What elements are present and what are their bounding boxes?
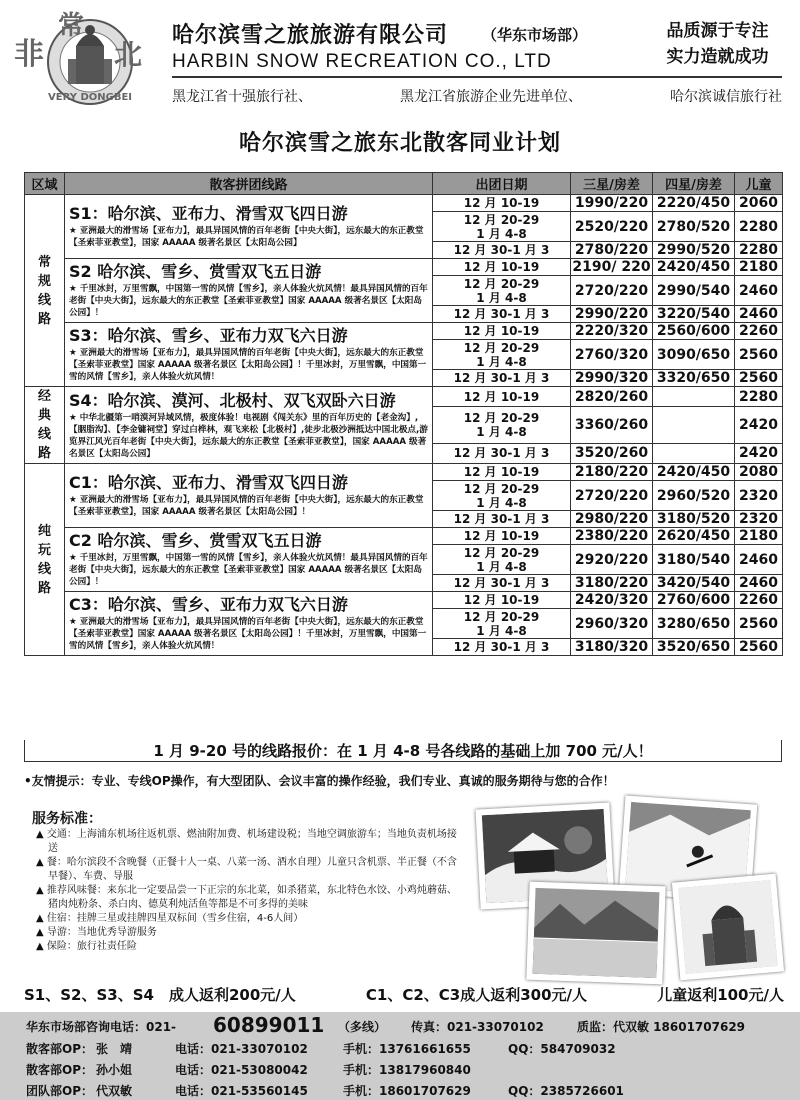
departure-date-text: 12 月 30-1 月 3 [453,512,550,526]
departure-date [433,592,571,609]
rebate: S1、S2、S3、S4 成人返利200元/人 [24,986,296,1004]
price-3star-text: 2180/220 [574,464,649,480]
departure-date-text: 12 月 10-19 [463,389,540,404]
departure-date-text: 12 月 10-19 [463,465,540,479]
price-child-text: 2180 [739,528,778,544]
header [0,0,800,110]
price-4star-text: 3180/540 [656,551,731,568]
route-description: ★ 千里冰封，万里雪飘，中国第一雪的风情【雪乡】，亲人体验火炕风情！最具异国风情的百年老街【中央大街】，远东最大的东正教堂【圣索菲亚教堂】国家 AAAAA 级著名景区【太阳岛公园】！ [69,553,428,587]
price-4star [653,528,735,545]
company-name-en: HARBIN SNOW RECREATION CO., LTD [172,51,552,72]
contact-name: 张 靖 [96,1042,133,1056]
svg-text:常: 常 [58,11,85,41]
price-4star-text: 3180/520 [656,511,731,527]
price-4star-text: 2960/520 [656,487,731,504]
departure-date [433,481,571,511]
rebates [24,984,784,1005]
price-child-text: 2260 [739,323,778,339]
service-item: ▲ 保险：旅行社责任险 [36,941,137,952]
departure-date [433,259,571,276]
departure-date-text: 12 月 20-29 1 月 4-8 [463,411,540,439]
price-3star [571,609,653,639]
price-child [735,340,783,370]
price-child [735,545,783,575]
departure-date-text: 12 月 20-29 1 月 4-8 [463,545,540,574]
route-description: ★ 亚洲最大的滑雪场【亚布力】，最具异国风情的百年老街【中央大街】，远东最大的东正教堂【圣索菲亚教堂】国家 AAAAA 级著名景区【太阳岛公园】！千里冰封，万里雪飘，中国第一雪的风情【雪乡】，亲人体验火炕风情！ [69,617,427,651]
departure-date-text: 12 月 20-29 1 月 4-8 [463,276,540,305]
svg-text:VERY DONGBEI: VERY DONGBEI [48,92,132,103]
price-child-text: 2460 [739,306,778,322]
departure-date [433,242,571,259]
price-3star [571,259,653,276]
departure-date [433,195,571,212]
price-child-text: 2060 [739,195,778,211]
price-3star-text: 3520/260 [574,445,649,462]
route-description: ★ 千里冰封，万里雪飘，中国第一雪的风情【雪乡】，亲人体验火炕风情！最具异国风情的百年老街【中央大街】，远东最大的东正教堂【圣索菲亚教堂】国家 AAAAA 级著名景区【太阳岛公园】！ [69,284,428,318]
price-4star-text: 3220/540 [656,306,731,322]
price-child-text: 2420 [739,445,778,462]
contact-mobile: 手机：13817960840 [343,1063,471,1077]
table-row [25,195,783,212]
price-4star [653,639,735,656]
col-header: 三星/房差 [571,173,653,195]
price-child-text: 2460 [739,282,778,299]
slogan-line: 实力造就成功 [666,47,769,67]
price-3star-text: 2190/ 220 [572,259,651,275]
price-table [24,172,783,656]
price-4star [653,407,735,443]
price-4star [653,242,735,259]
departure-date [433,609,571,639]
departure-date-text: 12 月 30-1 月 3 [453,640,550,654]
price-4star [653,545,735,575]
price-child [735,639,783,656]
contact-qq: QQ：584709032 [508,1042,616,1056]
price-3star [571,407,653,443]
price-child-text: 2260 [739,592,778,608]
price-child-text: 2460 [739,575,778,591]
region-cell: 常 规 线 路 [25,195,65,387]
price-4star-text: 2780/520 [656,218,731,235]
price-3star-text: 2920/220 [574,551,649,568]
friendly-tip: •友情提示：专业、专线OP操作，有大型团队、会议丰富的操作经验，我们专业、真诚的服务期待与您的合作！ [24,774,615,788]
departure-date-text: 12 月 30-1 月 3 [453,371,550,385]
route-cell [65,259,433,323]
price-child [735,443,783,463]
price-4star-text: 3280/650 [656,615,731,632]
price-4star [653,276,735,306]
price-child-text: 2560 [739,615,778,632]
price-4star-text: 2990/540 [656,282,731,299]
route-description: ★ 亚洲最大的滑雪场【亚布力】，最具异国风情的百年老街【中央大街】，远东最大的东正教堂【圣索菲亚教堂】国家 AAAAA 级著名景区【太阳岛公园】！千里冰封，万里雪飘，中国第一雪的风情【雪乡】，亲人体验火炕风情！ [69,348,427,382]
price-3star-text: 2780/220 [574,242,649,258]
departure-date [433,443,571,463]
departure-date-text: 12 月 10-19 [463,196,540,210]
price-child-text: 2280 [739,242,778,258]
route-name: S1：哈尔滨、亚布力、滑雪双飞四日游 [69,204,348,223]
price-4star [653,443,735,463]
price-3star-text: 2990/220 [574,306,649,322]
table-body [25,195,783,656]
price-child-text: 2080 [739,464,778,480]
price-3star-text: 2520/220 [574,218,649,235]
departure-date [433,323,571,340]
photo-lake-mountains [526,882,665,985]
departure-date [433,639,571,656]
price-3star [571,443,653,463]
col-header: 散客拼团线路 [65,173,433,195]
price-3star [571,242,653,259]
contact-qq: QQ：2385726601 [508,1084,624,1098]
price-3star [571,370,653,387]
page-title: 哈尔滨雪之旅东北散客同业计划 [238,131,561,156]
route-cell [65,528,433,592]
price-4star [653,306,735,323]
price-3star-text: 3180/220 [574,575,649,591]
price-3star [571,639,653,656]
price-3star-text: 2820/260 [574,388,649,405]
fax: 传真：021-33070102 [411,1020,544,1034]
departure-date-text: 12 月 20-29 1 月 4-8 [463,609,540,638]
route-name: S3：哈尔滨、雪乡、亚布力双飞六日游 [69,326,348,345]
departure-date [433,464,571,481]
route-cell [65,323,433,387]
price-child-text: 2320 [739,487,778,504]
price-4star [653,195,735,212]
price-4star [653,481,735,511]
departure-date-text: 12 月 20-29 1 月 4-8 [463,212,540,241]
price-child-text: 2560 [739,639,778,655]
price-child-text: 2420 [739,417,778,433]
price-4star [653,370,735,387]
table-row [25,592,783,609]
price-child-text: 2280 [739,388,778,405]
departure-date [433,370,571,387]
contact-phone: 电话：021-33070102 [175,1042,308,1056]
route-cell [65,464,433,528]
departure-date [433,407,571,443]
table-row [25,259,783,276]
price-4star [653,259,735,276]
price-child [735,370,783,387]
departure-date-text: 12 月 10-19 [463,260,540,274]
price-child [735,609,783,639]
company-department: （华东市场部） [482,26,588,44]
hotline-multi: （多线） [338,1020,387,1034]
honors [172,86,782,106]
price-3star [571,306,653,323]
price-4star-text: 3320/650 [656,370,731,386]
col-header: 区域 [25,173,65,195]
departure-date [433,212,571,242]
departure-date [433,545,571,575]
price-3star-text: 2980/220 [574,511,649,527]
service-item: ▲ 交通：上海浦东机场往返机票、燃油附加费、机场建设税；当地空调旅游车；当地负责机场接送 [36,829,457,854]
service-item: ▲ 餐：哈尔滨段不含晚餐（正餐十人一桌、八菜一汤、酒水自理）儿童只含机票、半正餐（不含早餐）、车费、导服 [36,857,457,882]
price-3star [571,528,653,545]
price-child [735,276,783,306]
price-4star [653,340,735,370]
route-cell [65,387,433,464]
price-3star-text: 1990/220 [574,195,649,211]
price-4star [653,609,735,639]
route-description: ★ 亚洲最大的滑雪场【亚布力】，最具异国风情的百年老街【中央大街】，远东最大的东正教堂【圣索菲亚教堂】，国家 AAAAA 级著名景区【太阳岛公园】 [69,226,424,248]
price-child [735,407,783,443]
price-child [735,592,783,609]
price-4star [653,464,735,481]
service-item: ▲ 推荐风味餐：来东北一定要品尝一下正宗的东北菜，如杀猪菜，东北特色水饺、小鸡炖蘑菇、猪肉炖粉条、杀白肉、德莫利炖活鱼等都是不可多得的美味 [36,885,457,910]
departure-date-text: 12 月 30-1 月 3 [453,446,550,461]
departure-date-text: 12 月 10-19 [463,593,540,607]
rebate: 儿童返利100元/人 [657,986,784,1004]
price-child [735,306,783,323]
price-4star [653,212,735,242]
price-child-text: 2460 [739,551,778,568]
price-child [735,511,783,528]
route-name: C2 哈尔滨、雪乡、赏雪双飞五日游 [69,531,322,550]
route-name: C1：哈尔滨、亚布力、滑雪双飞四日游 [69,473,348,492]
price-child [735,259,783,276]
price-4star-text: 3520/650 [656,639,731,655]
rebate: C1、C2、C3成人返利300元/人 [365,986,588,1004]
contact-name: 孙小姐 [96,1063,133,1077]
price-3star-text: 3360/260 [574,417,649,433]
contact-phone: 电话：021-53080042 [175,1063,308,1077]
price-notice: 1 月 9-20 号的线路报价：在 1 月 4-8 号各线路的基础上加 700 元/人！ [24,740,782,762]
price-4star [653,592,735,609]
price-4star [653,511,735,528]
price-4star [653,387,735,407]
table-row [25,464,783,481]
table-row [25,528,783,545]
price-4star-text: 3420/540 [656,575,731,591]
departure-date [433,528,571,545]
table-row [25,323,783,340]
departure-date [433,387,571,407]
region-cell: 纯 玩 线 路 [25,464,65,656]
honor: 哈尔滨诚信旅行社 [670,89,782,105]
price-child [735,242,783,259]
price-4star-text: 3090/650 [656,346,731,363]
photo-cathedral [672,874,784,981]
departure-date-text: 12 月 20-29 1 月 4-8 [463,340,540,369]
route-cell [65,195,433,259]
route-description: ★ 亚洲最大的滑雪场【亚布力】，最具异国风情的百年老街【中央大街】，远东最大的东正教堂【圣索菲亚教堂】，国家 AAAAA 级著名景区【太阳岛公园】！ [69,495,424,517]
price-4star [653,323,735,340]
price-3star [571,481,653,511]
price-3star [571,387,653,407]
price-3star-text: 2990/320 [574,370,649,386]
price-child-text: 2320 [739,511,778,527]
price-child [735,387,783,407]
price-3star [571,575,653,592]
price-4star-text: 2220/450 [656,195,731,211]
table-row [25,387,783,407]
route-name: S4：哈尔滨、漠河、北极村、双飞双卧六日游 [69,390,396,410]
divider [172,76,782,78]
price-child [735,528,783,545]
departure-date-text: 12 月 10-19 [463,529,540,543]
hotline-label: 华东市场部咨询电话：021- [26,1020,177,1034]
slogan-line: 品质源于专注 [666,21,769,41]
company-logo [10,4,160,108]
departure-date-text: 12 月 20-29 1 月 4-8 [463,481,540,510]
price-child-text: 2280 [739,218,778,235]
contact-mobile: 手机：18601707629 [343,1084,471,1098]
route-name: S2 哈尔滨、雪乡、赏雪双飞五日游 [69,262,322,281]
price-child-text: 2560 [739,370,778,386]
departure-date-text: 12 月 30-1 月 3 [453,243,550,257]
contact-role: 团队部OP： [26,1084,93,1098]
contact-role: 散客部OP： [26,1042,93,1056]
price-3star [571,592,653,609]
departure-date [433,575,571,592]
table-header-row [25,173,783,195]
price-3star-text: 2720/220 [574,282,649,299]
col-header: 四星/房差 [653,173,735,195]
price-child [735,481,783,511]
price-3star [571,212,653,242]
price-3star-text: 2380/220 [574,528,649,544]
price-3star-text: 2760/320 [574,346,649,363]
region-cell: 经 典 线 路 [25,387,65,464]
price-child [735,212,783,242]
quality-supervisor: 质监：代双敏 18601707629 [577,1020,746,1034]
price-3star-text: 2420/320 [574,592,649,608]
hotline-number: 60899011 [213,1013,325,1037]
honor: 黑龙江省十强旅行社、 [172,89,312,105]
departure-date [433,276,571,306]
price-3star-text: 2960/320 [574,615,649,632]
company-name-cn: 哈尔滨雪之旅旅游有限公司 [172,23,449,48]
contact-name: 代双敏 [96,1084,133,1098]
route-cell [65,592,433,656]
route-name: C3：哈尔滨、雪乡、亚布力双飞六日游 [69,595,348,614]
price-4star-text: 2560/600 [656,323,731,339]
departure-date [433,511,571,528]
price-3star [571,464,653,481]
departure-date-text: 12 月 30-1 月 3 [453,307,550,321]
contact-phone: 电话：021-53560145 [175,1084,308,1098]
price-child [735,575,783,592]
price-4star-text: 2420/450 [656,464,731,480]
price-3star-text: 2720/220 [574,487,649,504]
price-child [735,464,783,481]
honor: 黑龙江省旅游企业先进单位、 [400,89,582,105]
departure-date-text: 12 月 10-19 [463,324,540,338]
price-4star-text: 2760/600 [656,592,731,608]
svg-text:北: 北 [114,38,143,71]
price-4star-text: 2990/520 [656,242,731,258]
price-4star-text: 2420/450 [656,259,731,275]
price-child-text: 2180 [739,259,778,275]
departure-date [433,306,571,323]
departure-date [433,340,571,370]
price-child-text: 2560 [739,346,778,363]
price-3star [571,511,653,528]
service-item: ▲ 导游：当地优秀导游服务 [36,927,157,938]
price-child [735,323,783,340]
service-item: ▲ 住宿：挂牌三星或挂牌四星双标间（雪乡住宿，4-6人间） [36,913,304,924]
price-3star-text: 2220/320 [574,323,649,339]
service-list [32,828,462,954]
price-3star [571,323,653,340]
contact-role: 散客部OP： [26,1063,93,1077]
slogan [645,18,790,70]
price-4star-text: 2620/450 [656,528,731,544]
price-3star [571,545,653,575]
price-3star-text: 3180/320 [574,639,649,655]
contact-mobile: 手机：13761661655 [343,1042,471,1056]
col-header: 出团日期 [433,173,571,195]
price-4star [653,575,735,592]
svg-text:非: 非 [14,37,44,72]
route-description: ★ 中华北疆第一哨漠河异域风情，极度体验！电视剧《闯关东》里的百年历史的【老金沟】,【胭脂沟】、【李金镛祠堂】穿过白桦林，观飞来松【北极村】,徒步北极沙洲抵达中国北极点,游览界江风光百年老街【中央大街】，远东最大的东正教堂【圣索菲亚教堂】，国家 AAAAA 级著名景区【太阳岛公园】 [69,412,428,459]
col-header: 儿童 [735,173,783,195]
price-3star [571,276,653,306]
contact-footer [0,1012,800,1100]
price-3star [571,195,653,212]
price-3star [571,340,653,370]
service-title: 服务标准： [32,811,102,827]
departure-date-text: 12 月 30-1 月 3 [453,576,550,590]
price-child [735,195,783,212]
